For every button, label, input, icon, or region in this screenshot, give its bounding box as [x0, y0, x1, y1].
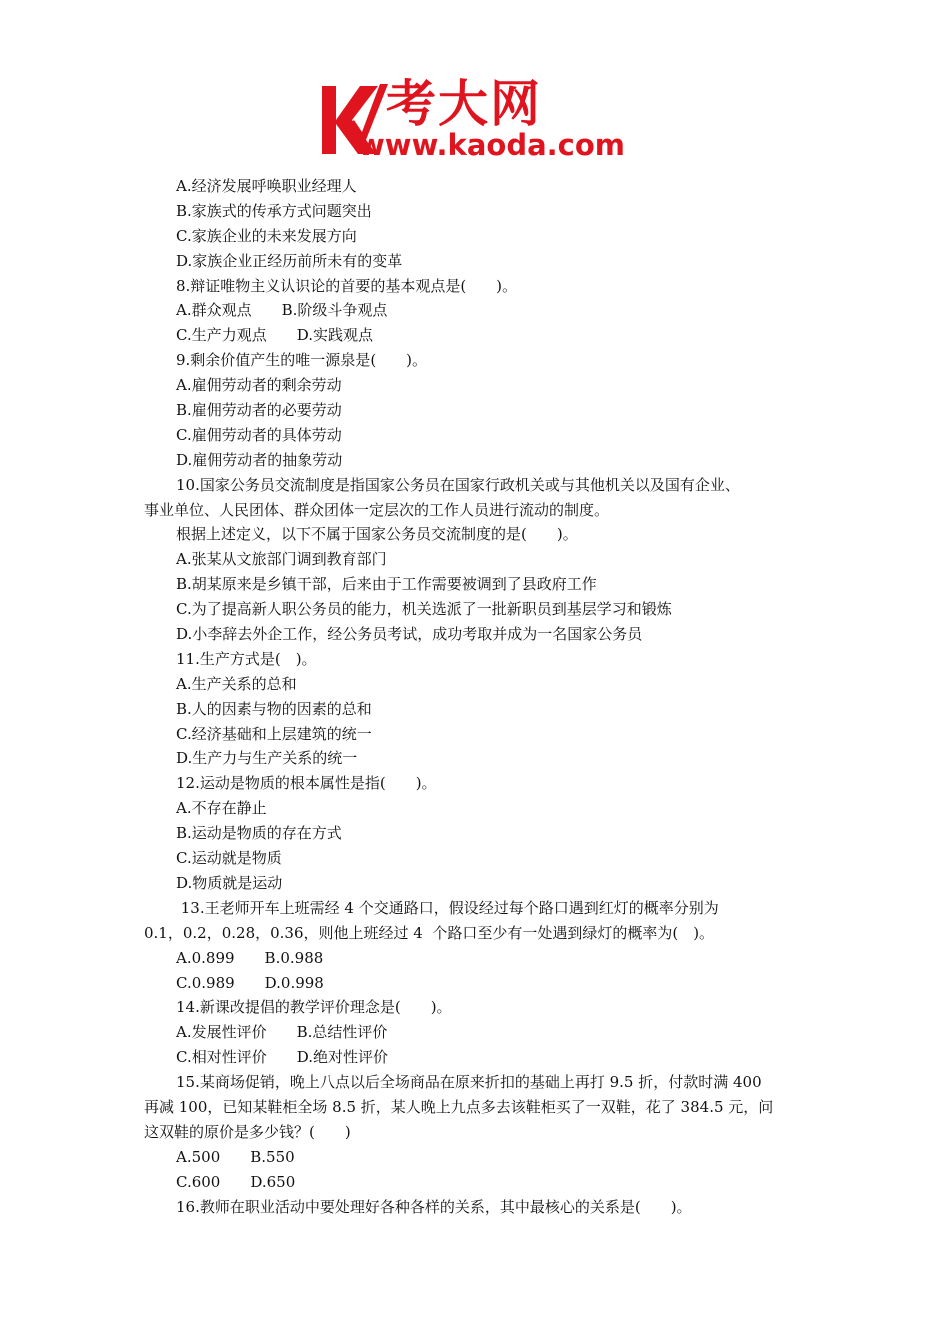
option-line: C.生产力观点 D.实践观点: [176, 326, 373, 345]
option-line: B.人的因素与物的因素的总和: [176, 699, 372, 718]
option-line: A.群众观点 B.阶级斗争观点: [176, 301, 388, 320]
question-9: 9.剩余价值产生的唯一源泉是( )。: [176, 351, 428, 370]
option-line: B.运动是物质的存在方式: [176, 824, 342, 843]
question-8: 8.辩证唯物主义认识论的首要的基本观点是( )。: [176, 276, 518, 295]
question-15-continued: 这双鞋的原价是多少钱？( ): [144, 1122, 351, 1141]
option-line: C.家族企业的未来发展方向: [176, 226, 357, 245]
question-11: 11.生产方式是( )。: [176, 649, 317, 668]
option-line: C.为了提高新人职公务员的能力，机关选派了一批新职员到基层学习和锻炼: [176, 600, 672, 619]
question-12: 12.运动是物质的根本属性是指( )。: [176, 774, 437, 793]
option-line: C.雇佣劳动者的具体劳动: [176, 425, 342, 444]
option-line: D.家族企业正经历前所未有的变革: [176, 251, 403, 270]
option-line: C.运动就是物质: [176, 849, 282, 868]
question-13: 13.王老师开车上班需经 4 个交通路口，假设经过每个路口遇到红灯的概率分别为: [176, 898, 719, 917]
option-line: A.500 B.550: [176, 1147, 295, 1166]
option-line: D.物质就是运动: [176, 873, 283, 892]
logo-chinese-name: 考大网: [386, 75, 542, 133]
question-16: 16.教师在职业活动中要处理好各种各样的关系，其中最核心的关系是( )。: [176, 1197, 692, 1216]
option-line: A.经济发展呼唤职业经理人: [176, 177, 357, 195]
question-10-prompt: 根据上述定义，以下不属于国家公务员交流制度的是( )。: [176, 525, 578, 544]
option-line: D.小李辞去外企工作，经公务员考试，成功考取并成为一名国家公务员: [176, 625, 643, 644]
option-line: C.相对性评价 D.绝对性评价: [176, 1048, 388, 1067]
document-body: [0, 174, 950, 1219]
option-line: C.600 D.650: [176, 1172, 296, 1191]
option-line: C.经济基础和上层建筑的统一: [176, 724, 372, 743]
option-line: A.0.899 B.0.988: [176, 948, 324, 967]
option-line: A.发展性评价 B.总结性评价: [176, 1023, 388, 1042]
option-line: D.生产力与生产关系的统一: [176, 749, 358, 768]
kaoda-logo: [318, 75, 638, 162]
question-10-continued: 事业单位、人民团体、群众团体一定层次的工作人员进行流动的制度。: [144, 500, 610, 519]
option-line: A.不存在静止: [176, 799, 267, 818]
option-line: A.雇佣劳动者的剩余劳动: [176, 376, 342, 395]
option-line: D.雇佣劳动者的抽象劳动: [176, 450, 343, 469]
option-line: A.生产关系的总和: [176, 674, 297, 693]
option-line: B.家族式的传承方式问题突出: [176, 201, 372, 220]
question-15: 15.某商场促销，晚上八点以后全场商品在原来折扣的基础上再打 9.5 折，付款时满 400: [176, 1073, 762, 1092]
question-10: 10.国家公务员交流制度是指国家公务员在国家行政机关或与其他机关以及国有企业、: [176, 475, 740, 494]
option-line: B.雇佣劳动者的必要劳动: [176, 401, 342, 420]
question-14: 14.新课改提倡的教学评价理念是( )。: [176, 998, 452, 1017]
option-line: C.0.989 D.0.998: [176, 973, 324, 992]
question-15-continued: 再减 100，已知某鞋柜全场 8.5 折，某人晚上九点多去该鞋柜买了一双鞋，花了 384.5 元，问: [144, 1097, 774, 1116]
option-line: B.胡某原来是乡镇干部，后来由于工作需要被调到了县政府工作: [176, 575, 597, 594]
question-13-continued: 0.1，0.2，0.28，0.36，则他上班经过 4 个路口至少有一处遇到绿灯的概率为( )。: [144, 923, 715, 942]
logo-url: www.kaoda.com: [358, 128, 625, 162]
option-line: A.张某从文旅部门调到教育部门: [176, 550, 387, 569]
